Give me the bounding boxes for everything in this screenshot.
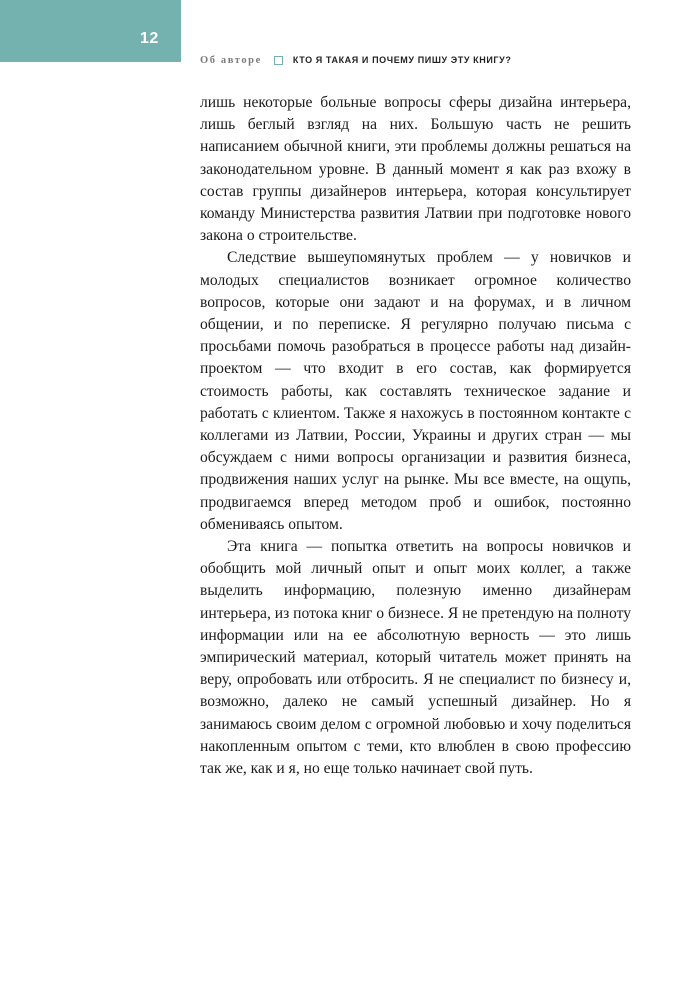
page-number-tab	[0, 0, 181, 62]
running-header	[200, 52, 511, 68]
paragraph: Эта книга — попытка ответить на вопросы новичков и обобщить мой личный опыт и опыт моих коллег, а также выделить информацию, полезную именно дизайнерам интерьера, из потока книг о бизнесе. Я не претендую на полноту информации или на ее абсолютную верность — это лишь эмпирический материал, который читатель может принять на веру, опробовать или отбросить. Я не специалист по бизнесу и, возможно, далеко не самый успешный дизайнер. Но я занимаюсь своим делом с огромной любовью и хочу поделиться накопленным опытом с теми, кто влюблен в свою профессию так же, как и я, но еще только начинает свой путь.	[200, 538, 631, 778]
paragraph: лишь некоторые больные вопросы сферы дизайна интерьера, лишь беглый взгляд на них. Большую часть не решить написанием обычной книги, эти проблемы должны решаться на законодательном уровне. В данный момент я как раз вхожу в состав группы дизайнеров интерьера, которая консультирует команду Министерства развития Латвии при подготовке нового закона о строительстве.	[200, 94, 631, 245]
body-text	[200, 92, 631, 780]
page-number: 12	[140, 30, 159, 47]
paragraph: Следствие вышеупомянутых проблем — у новичков и молодых специалистов возникает огромное количество вопросов, которые они задают и на форумах, и в личном общении, и по переписке. Я регулярно получаю письма с просьбами помочь разобраться в процессе работы над дизайн-проектом — что входит в его состав, как формируется стоимость работы, как составлять техническое задание и работать с клиентом. Также я нахожусь в постоянном контакте с коллегами из Латвии, России, Украины и других стран — мы обсуждаем с ними вопросы организации и развития бизнеса, продвижения наших услуг на рынке. Мы все вместе, на ощупь, продвигаемся вперед методом проб и ошибок, постоянно обмениваясь опытом.	[200, 249, 631, 533]
section-label: Об авторе	[200, 54, 262, 66]
square-bullet-icon	[274, 56, 283, 65]
chapter-title: КТО Я ТАКАЯ И ПОЧЕМУ ПИШУ ЭТУ КНИГУ?	[292, 55, 512, 65]
